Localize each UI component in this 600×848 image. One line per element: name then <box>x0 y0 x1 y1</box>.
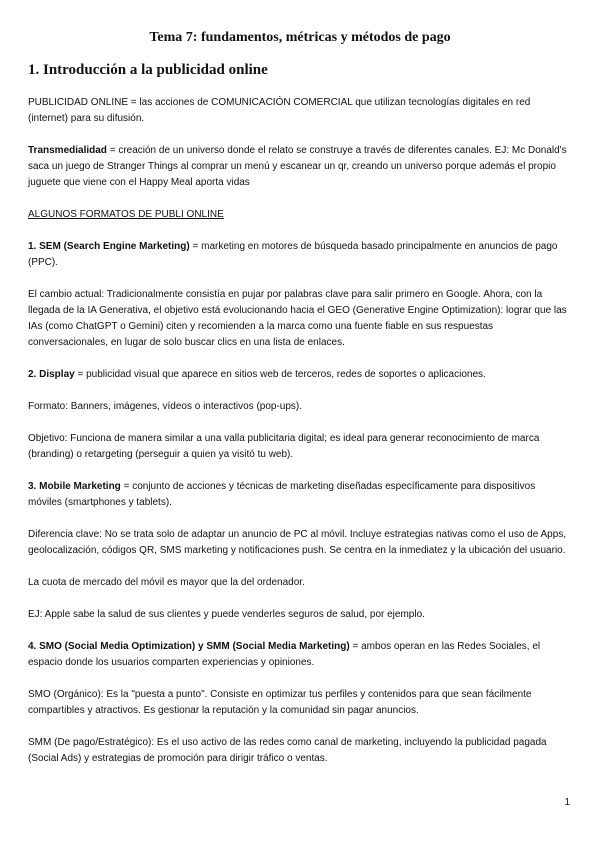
paragraph-mobile-example: EJ: Apple sabe la salud de sus clientes y puede venderles seguros de salud, por ejemplo. <box>28 609 425 620</box>
paragraph-smm-paid: SMM (De pago/Estratégico): Es el uso activo de las redes como canal de marketing, incluyendo la publicidad pagada (Social Ads) y estrategias de promoción para dirigir tráfico o ventas. <box>28 737 547 764</box>
section-heading: 1. Introducción a la publicidad online <box>28 62 268 78</box>
paragraph-mobile-difference: Diferencia clave: No se trata solo de adaptar un anuncio de PC al móvil. Incluye estrategias nativas como el uso de Apps, geolocalización, códigos QR, SMS marketing y notificaciones push. Se centra en la inmediatez y la ubicación del usuario. <box>28 529 567 556</box>
term-sem: 1. SEM (Search Engine Marketing) <box>28 241 190 252</box>
paragraph-online-advertising: PUBLICIDAD ONLINE = las acciones de COMUNICACIÓN COMERCIAL que utilizan tecnologías digitales en red (internet) para su difusión. <box>28 97 531 124</box>
document-body <box>28 95 568 783</box>
paragraph-display-format: Formato: Banners, imágenes, vídeos o interactivos (pop-ups). <box>28 401 303 412</box>
paragraph-mobile <box>28 479 568 511</box>
document-title: Tema 7: fundamentos, métricas y métodos de pago <box>149 30 451 45</box>
term-display: 2. Display <box>28 369 75 380</box>
term-smo-smm: 4. SMO (Social Media Optimization) y SMM (Social Media Marketing) <box>28 641 350 652</box>
paragraph-sem <box>28 239 568 271</box>
definition-smo-smm: = ambos operan en las Redes Sociales, el espacio donde los usuarios comparten experiencias y opiniones. <box>28 641 541 668</box>
paragraph-display-goal: Objetivo: Funciona de manera similar a una valla publicitaria digital; es ideal para generar reconocimiento de marca (branding) o retargeting (perseguir a quien ya visitó tu web). <box>28 433 540 460</box>
page-number: 1 <box>564 797 570 808</box>
formats-heading <box>28 207 568 223</box>
definition-transmedia: = creación de un universo donde el relato se construye a través de diferentes canales. EJ: Mc Donald's saca un juego de Stranger Things al comprar un menú y escanear un qr, creando un universo porque además el propio juguete que viene con el Happy Meal aporta vidas <box>28 145 567 188</box>
term-mobile: 3. Mobile Marketing <box>28 481 121 492</box>
paragraph-smo-organic: SMO (Orgánico): Es la "puesta a punto". Consiste en optimizar tus perfiles y contenidos para que sean fácilmente compartibles y atractivos. Es gestionar la reputación y la comunidad sin pagar anuncios. <box>28 689 532 716</box>
paragraph-smo-smm <box>28 639 568 671</box>
paragraph-sem-change: El cambio actual: Tradicionalmente consistía en pujar por palabras clave para salir primero en Google. Ahora, con la llegada de la IA Generativa, el objetivo está evolucionando hacia el GEO (Generative Engine Optimization): lograr que las IAs (como ChatGPT o Gemini) citen y recomienden a la marca como una fuente fiable en sus respuestas conversacionales, en lugar de solo buscar clics en una lista de enlaces. <box>28 289 567 348</box>
formats-heading-text: ALGUNOS FORMATOS DE PUBLI ONLINE <box>28 209 224 220</box>
paragraph-display <box>28 367 568 383</box>
term-transmedia: Transmedialidad <box>28 145 107 156</box>
paragraph-transmedia <box>28 143 568 191</box>
definition-display: = publicidad visual que aparece en sitios web de terceros, redes de soportes o aplicaciones. <box>74 369 486 380</box>
paragraph-mobile-share: La cuota de mercado del móvil es mayor que la del ordenador. <box>28 577 305 588</box>
definition-sem: = marketing en motores de búsqueda basado principalmente en anuncios de pago (PPC). <box>28 241 558 268</box>
definition-mobile: = conjunto de acciones y técnicas de marketing diseñadas específicamente para dispositivos móviles (smartphones y tablets). <box>28 481 536 508</box>
